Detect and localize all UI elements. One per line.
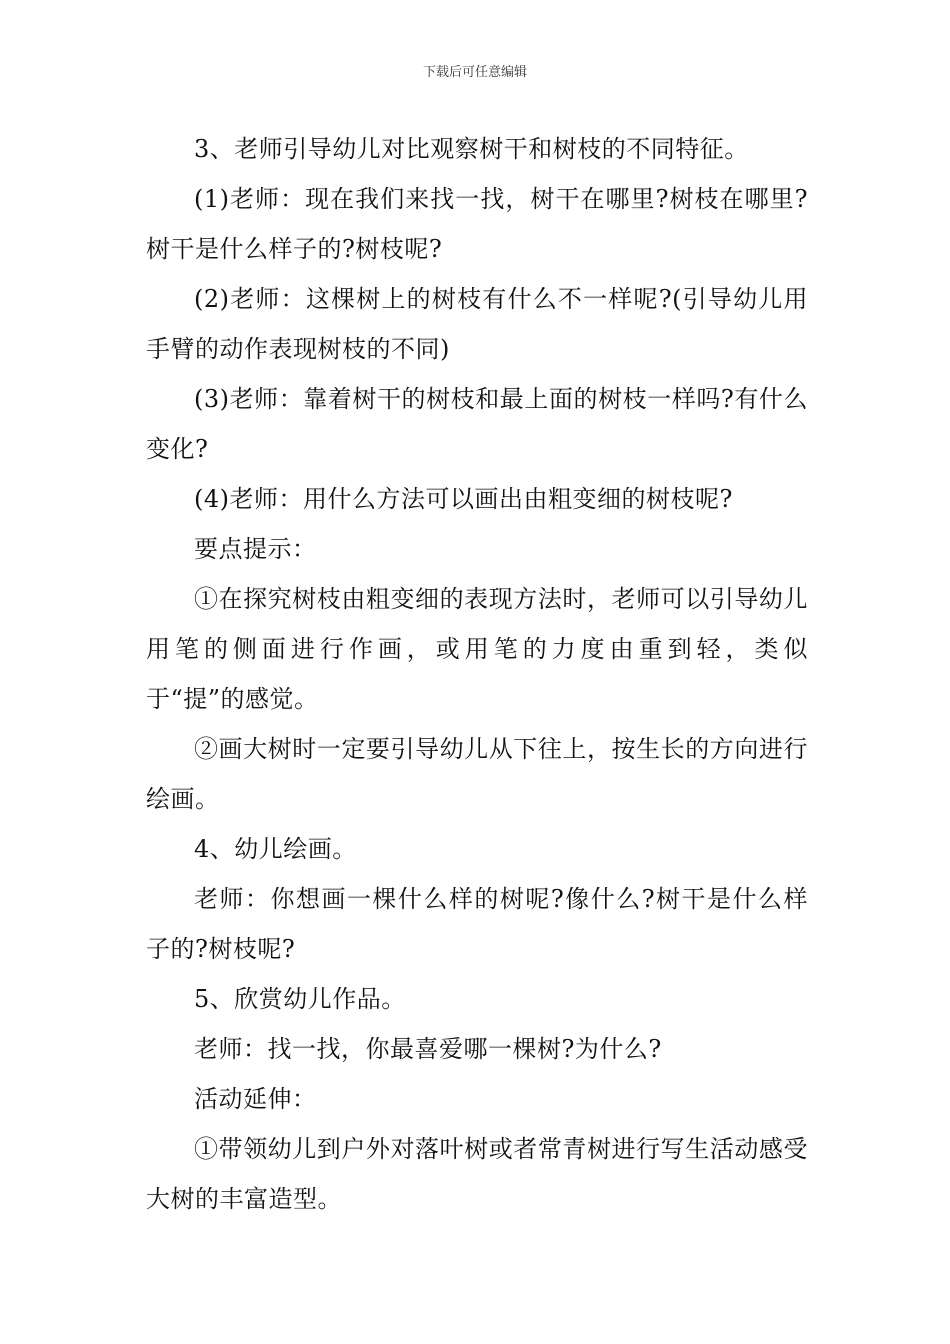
document-body (146, 124, 808, 1224)
paragraph-step-3: 3、老师引导幼儿对比观察树干和树枝的不同特征。 (194, 135, 749, 163)
paragraph-extension-1: ①带领幼儿到户外对落叶树或者常青树进行写生活动感受大树的丰富造型。 (146, 1135, 808, 1213)
paragraph-question-2: (2)老师：这棵树上的树枝有什么不一样呢?(引导幼儿用手臂的动作表现树枝的不同) (146, 285, 808, 363)
paragraph-key-point-1: ①在探究树枝由粗变细的表现方法时，老师可以引导幼儿用笔的侧面进行作画，或用笔的力度由重到轻，类似于“提”的感觉。 (146, 585, 808, 713)
paragraph-step-5: 5、欣赏幼儿作品。 (194, 985, 406, 1013)
paragraph-key-points-heading: 要点提示： (194, 535, 317, 563)
page-header-note: 下载后可任意编辑 (422, 65, 527, 80)
paragraph-step-4-question: 老师：你想画一棵什么样的树呢?像什么?树干是什么样子的?树枝呢? (146, 885, 808, 963)
paragraph-question-1: (1)老师：现在我们来找一找，树干在哪里?树枝在哪里?树干是什么样子的?树枝呢? (146, 185, 808, 263)
paragraph-question-4: (4)老师：用什么方法可以画出由粗变细的树枝呢? (194, 485, 733, 513)
paragraph-extension-heading: 活动延伸： (194, 1085, 317, 1113)
paragraph-key-point-2: ②画大树时一定要引导幼儿从下往上，按生长的方向进行绘画。 (146, 735, 808, 813)
paragraph-step-4: 4、幼儿绘画。 (194, 835, 357, 863)
paragraph-question-3: (3)老师：靠着树干的树枝和最上面的树枝一样吗?有什么变化? (146, 385, 808, 463)
paragraph-step-5-question: 老师：找一找，你最喜爱哪一棵树?为什么? (194, 1035, 662, 1063)
